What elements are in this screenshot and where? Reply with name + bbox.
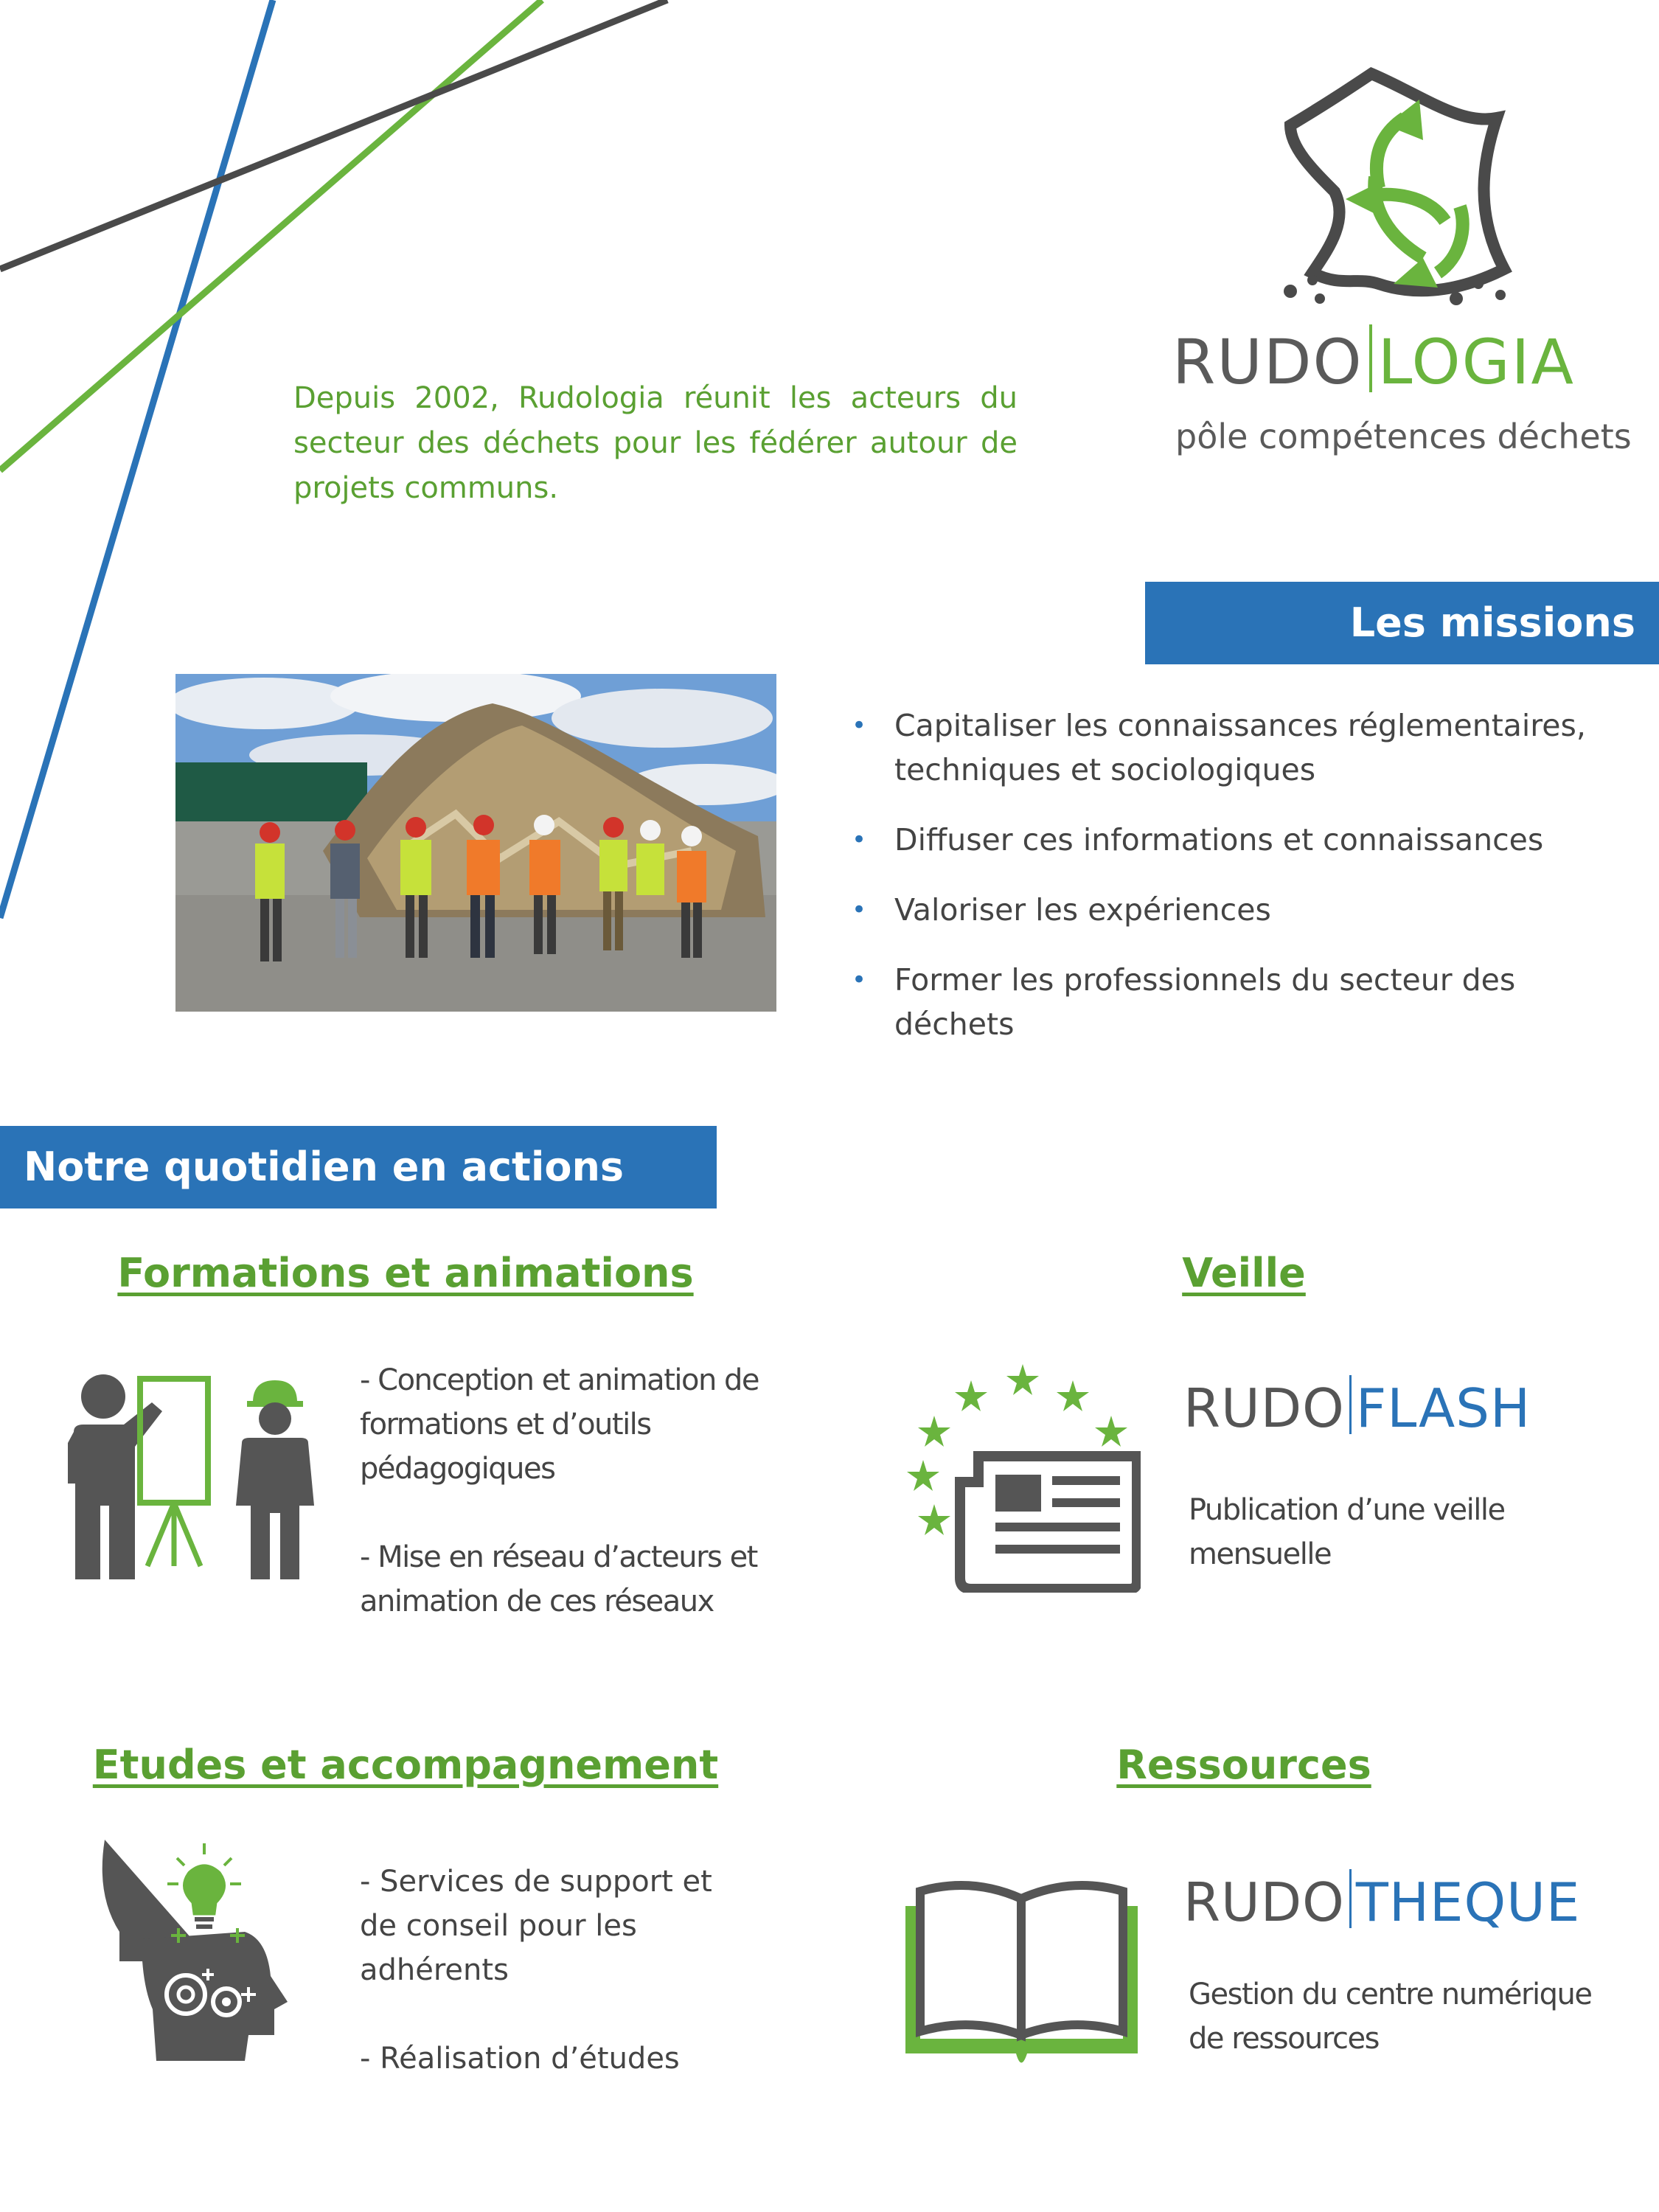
brand-separator — [1349, 1375, 1352, 1434]
quotidien-banner — [0, 1126, 717, 1208]
missions-title: Les missions — [1349, 599, 1635, 646]
formations-text-1: - Conception et animation de formations et d’outils pédagogiques — [360, 1363, 759, 1486]
etudes-text-2: - Réalisation d’études — [360, 2042, 680, 2076]
rudotheque-brand — [1183, 1869, 1580, 1933]
logo-separator — [1369, 324, 1372, 392]
bullet-icon: • — [852, 895, 867, 925]
logo-tagline: pôle compétences déchets — [1175, 417, 1632, 456]
etudes-title: Etudes et accompagnement — [92, 1742, 719, 1788]
brand-separator — [1349, 1869, 1352, 1928]
ressources-title: Ressources — [1116, 1742, 1371, 1788]
missions-banner — [1145, 582, 1659, 664]
bullet-icon: • — [852, 711, 867, 740]
france-map-recycling-arrows-icon — [1202, 44, 1556, 317]
formations-text-2: - Mise en réseau d’acteurs et animation de ces réseaux — [360, 1540, 757, 1618]
veille-text: Publication d’une veille mensuelle — [1189, 1493, 1505, 1571]
mission-item: • Former les professionnels du secteur des déchets — [852, 958, 1641, 1046]
veille-title: Veille — [1182, 1250, 1306, 1296]
missions-list — [852, 703, 1641, 1072]
rudoflash-part2: FLASH — [1355, 1377, 1531, 1439]
site-visit-photo — [175, 674, 776, 1012]
ressources-text: Gestion du centre numérique de ressources — [1189, 1978, 1592, 2056]
open-book-icon — [898, 1877, 1145, 2076]
logo — [1172, 44, 1630, 465]
rudoflash-part1: RUDO — [1183, 1377, 1345, 1439]
rudoflash-brand — [1183, 1375, 1531, 1439]
rudotheque-part2: THEQUE — [1355, 1871, 1581, 1933]
trainer-board-worker-icon — [65, 1373, 319, 1583]
head-gears-lightbulb-icon — [97, 1836, 296, 2072]
logo-rudo: RUDO — [1172, 326, 1363, 398]
intro-text: Depuis 2002, Rudologia réunit les acteurs du secteur des déchets pour les fédérer autour de projets communs. — [293, 381, 1018, 505]
rudotheque-part1: RUDO — [1183, 1871, 1345, 1933]
formations-title: Formations et animations — [117, 1250, 694, 1296]
quotidien-title: Notre quotidien en actions — [24, 1144, 625, 1190]
etudes-text-1: - Services de support et de conseil pour les adhérents — [360, 1865, 712, 1987]
newspaper-stars-icon — [901, 1364, 1141, 1593]
bullet-icon: • — [852, 965, 867, 995]
mission-item: • Valoriser les expériences — [852, 888, 1641, 932]
mission-item: • Capitaliser les connaissances réglementaires, techniques et sociologiques — [852, 703, 1641, 792]
logo-logia: LOGIA — [1377, 326, 1575, 398]
bullet-icon: • — [852, 825, 867, 855]
mission-item: • Diffuser ces informations et connaissances — [852, 818, 1641, 862]
